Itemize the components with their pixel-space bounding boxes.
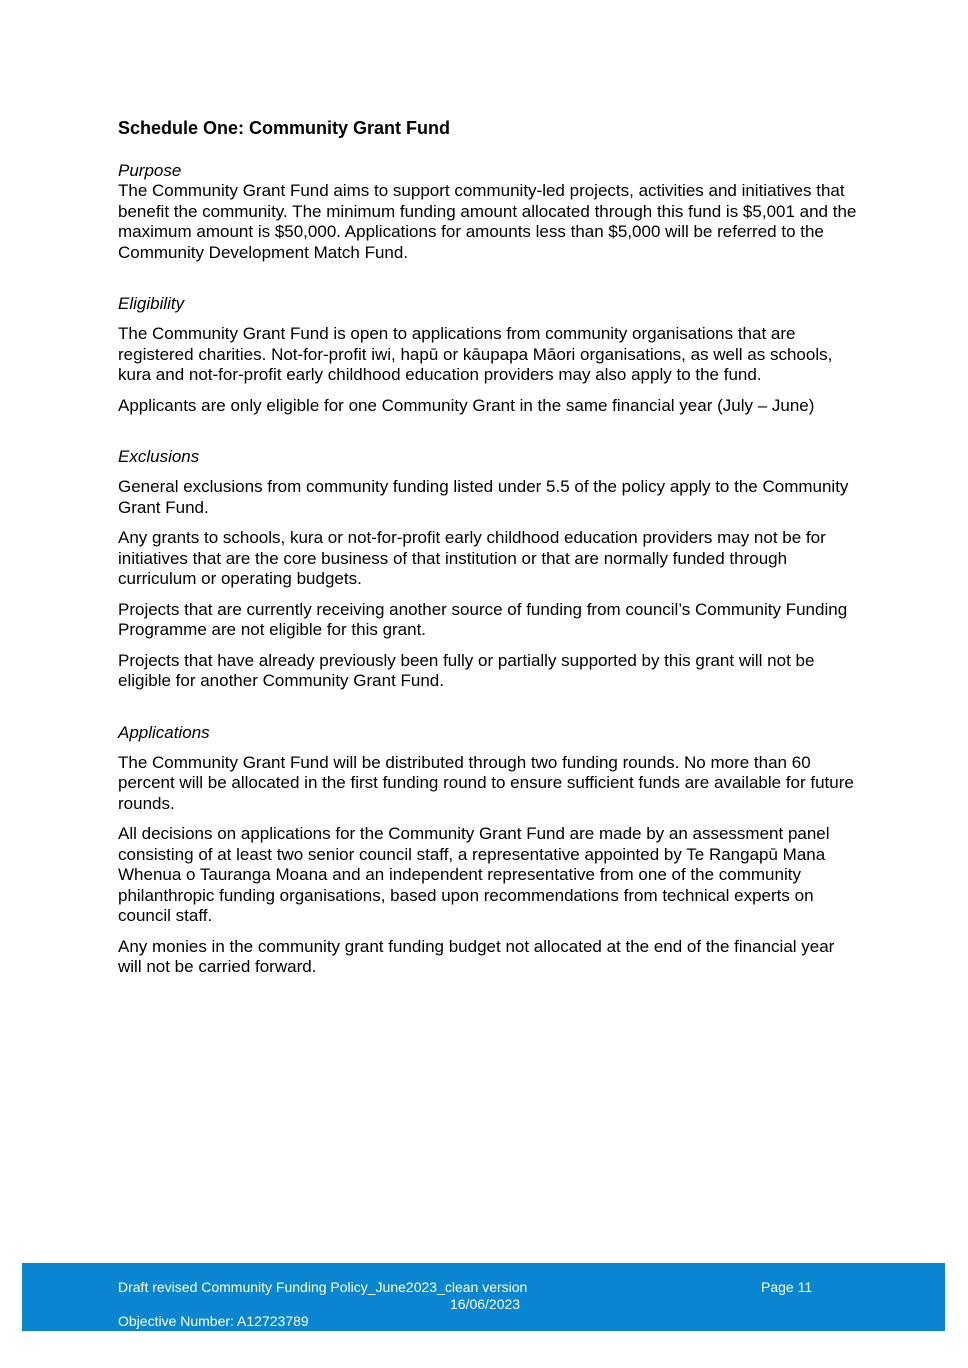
paragraph: Projects that have already previously been fully or partially supported by this grant will not be eligible for another Community Grant Fund. (118, 650, 815, 690)
footer-document-name: Draft revised Community Funding Policy_June2023_clean version (118, 1279, 528, 1295)
section-heading-applications: Applications (118, 722, 210, 742)
document-body (118, 116, 858, 978)
paragraph: Any monies in the community grant funding budget not allocated at the end of the financial year will not be carried forward. (118, 936, 835, 976)
footer-page-number: Page 11 (761, 1279, 813, 1295)
footer-objective-number: Objective Number: A12723789 (118, 1313, 309, 1329)
section-heading-eligibility: Eligibility (118, 294, 185, 313)
section-heading-exclusions: Exclusions (118, 447, 200, 466)
paragraph: The Community Grant Fund aims to support community-led projects, activities and initiatives that benefit the community. The minimum funding amount allocated through this fund is $5,001 and the maximum amount is $50,000. Applications for amounts less than $5,000 will be referred to the Community Development Match Fund. (118, 181, 857, 262)
paragraph: All decisions on applications for the Community Grant Fund are made by an assessment panel consisting of at least two senior council staff, a representative appointed by Te Rangapū Mana Whenua o Tauranga Moana and an independent representative from one of the community philanthropic funding organisations, based upon recommendations from technical experts on council staff. (118, 824, 830, 925)
paragraph: The Community Grant Fund is open to applications from community organisations that are registered charities. Not-for-profit iwi, hapū or kāupapa Māori organisations, as well as schools, kura and not-for-profit early childhood education providers may also apply to the fund. (118, 324, 833, 384)
section-heading-purpose: Purpose (118, 161, 182, 180)
paragraph: The Community Grant Fund will be distributed through two funding rounds. No more than 60 percent will be allocated in the first funding round to ensure sufficient funds are available for future rounds. (118, 752, 854, 813)
page-title: Schedule One: Community Grant Fund (118, 118, 451, 138)
paragraph: Projects that are currently receiving another source of funding from council’s Community Funding Programme are not eligible for this grant. (118, 599, 848, 639)
paragraph: General exclusions from community funding listed under 5.5 of the policy apply to the Community Grant Fund. (118, 477, 849, 517)
paragraph: Applicants are only eligible for one Community Grant in the same financial year (July – June) (118, 395, 815, 415)
paragraph: Any grants to schools, kura or not-for-profit early childhood education providers may not be for initiatives that are the core business of that institution or that are normally funded through curriculum or operating budgets. (118, 528, 826, 588)
page-footer (22, 1263, 945, 1331)
footer-date: 16/06/2023 (450, 1296, 521, 1312)
